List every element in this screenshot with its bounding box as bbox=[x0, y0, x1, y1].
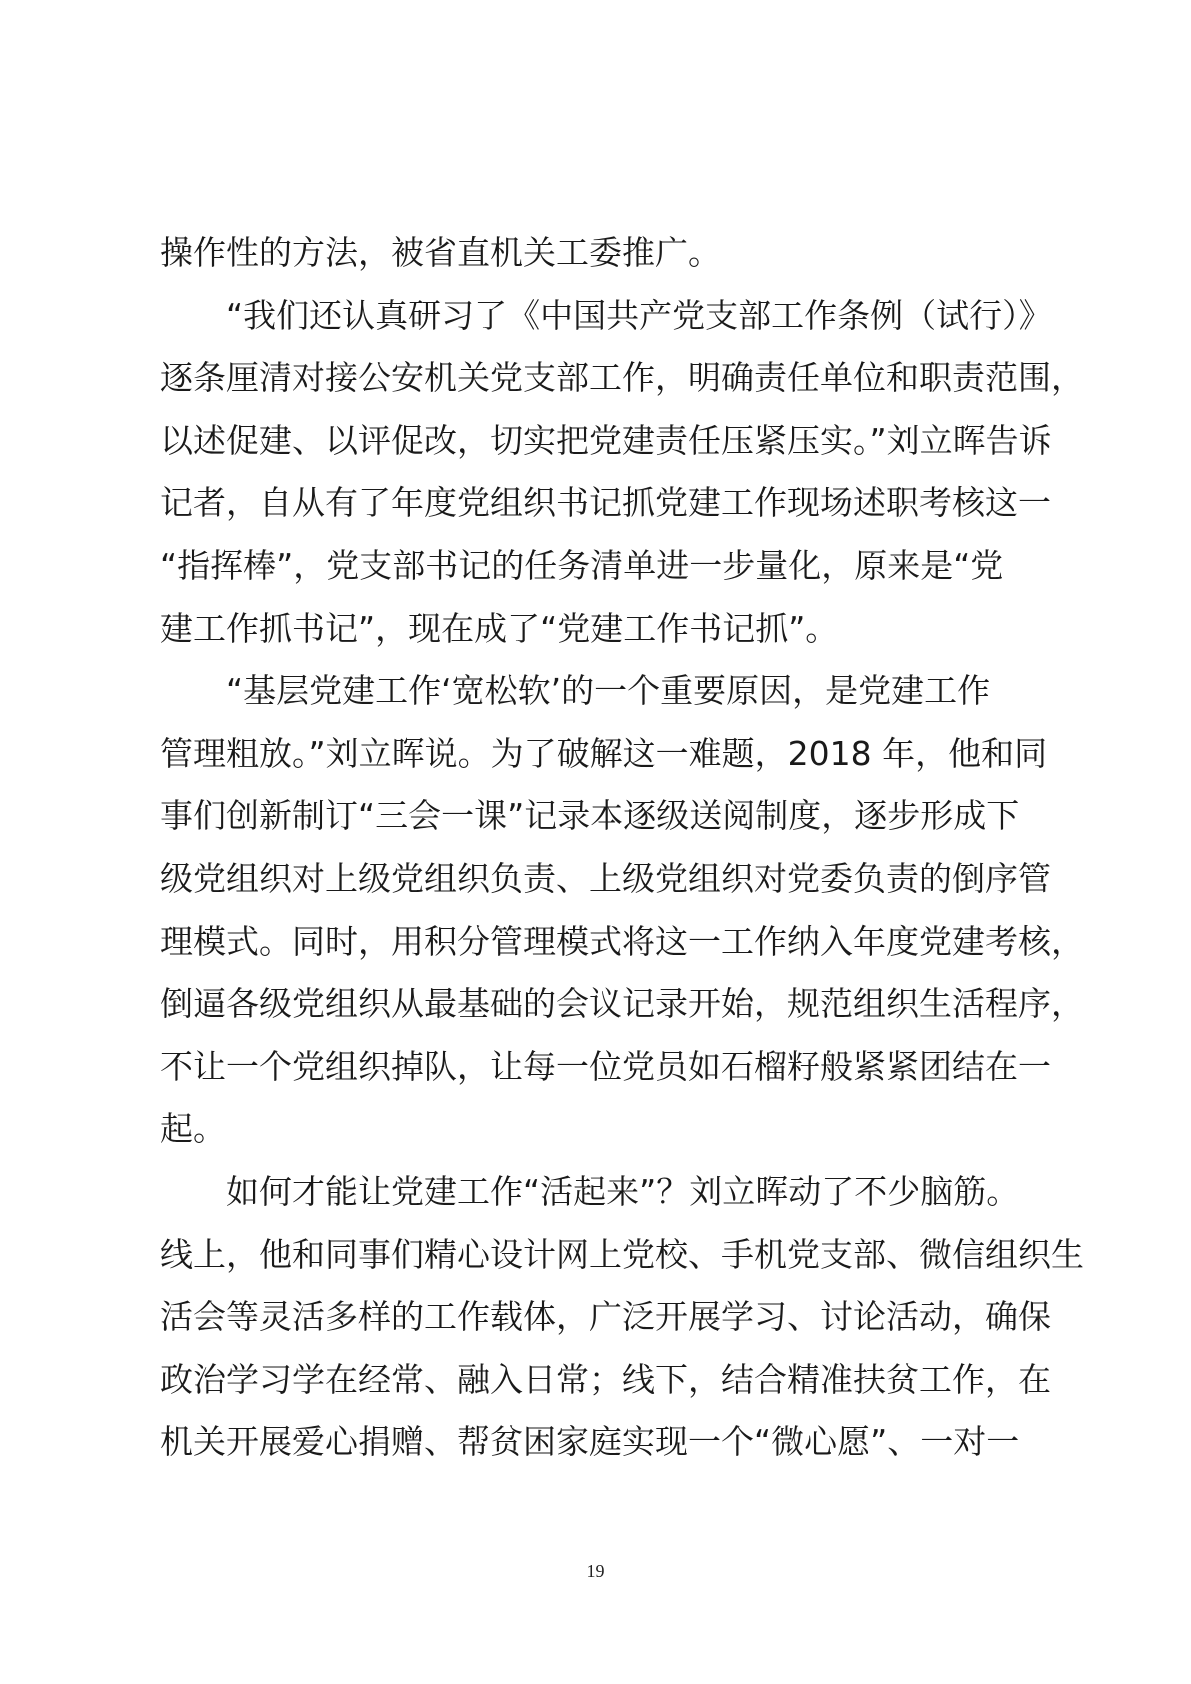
text-line: “基层党建工作‘宽松软’的一个重要原因，是党建工作 bbox=[226, 671, 991, 711]
text-line: 逐条厘清对接公安机关党支部工作，明确责任单位和职责范围， bbox=[160, 358, 1084, 398]
text-line: 起。 bbox=[160, 1109, 226, 1149]
text-line: 如何才能让党建工作“活起来”？刘立晖动了不少脑筋。 bbox=[226, 1171, 1020, 1211]
text-line: 机关开展爱心捐赠、帮贫困家庭实现一个“微心愿”、一对一 bbox=[160, 1422, 1020, 1462]
page-number: 19 bbox=[586, 1561, 605, 1581]
text-line: 级党组织对上级党组织负责、上级党组织对党委负责的倒序管 bbox=[160, 858, 1051, 898]
text-line: 管理粗放。”刘立晖说。为了破解这一难题，2018 年，他和同 bbox=[160, 733, 1048, 773]
text-line: 操作性的方法，被省直机关工委推广。 bbox=[160, 233, 721, 272]
text-line: 理模式。同时，用积分管理模式将这一工作纳入年度党建考核， bbox=[160, 921, 1084, 961]
text-line: 不让一个党组织掉队，让每一位党员如石榴籽般紧紧团结在一 bbox=[160, 1046, 1051, 1086]
text-line: 政治学习学在经常、融入日常；线下，结合精准扶贫工作，在 bbox=[160, 1359, 1051, 1399]
text-line: “指挥棒”，党支部书记的任务清单进一步量化，原来是“党 bbox=[160, 545, 1004, 585]
text-line: 事们创新制订“三会一课”记录本逐级送阅制度，逐步形成下 bbox=[160, 796, 1020, 836]
body-text bbox=[160, 222, 1084, 1474]
text-line: 线上，他和同事们精心设计网上党校、手机党支部、微信组织生 bbox=[160, 1234, 1084, 1274]
text-line: 倒逼各级党组织从最基础的会议记录开始，规范组织生活程序， bbox=[160, 984, 1084, 1024]
text-line: 以述促建、以评促改，切实把党建责任压紧压实。”刘立晖告诉 bbox=[160, 420, 1052, 460]
text-line: “我们还认真研习了《中国共产党支部工作条例（试行）》 bbox=[226, 295, 1052, 335]
text-line: 活会等灵活多样的工作载体，广泛开展学习、讨论活动，确保 bbox=[160, 1297, 1051, 1337]
text-line: 建工作抓书记”，现在成了“党建工作书记抓”。 bbox=[160, 608, 839, 648]
text-line: 记者，自从有了年度党组织书记抓党建工作现场述职考核这一 bbox=[160, 483, 1051, 523]
